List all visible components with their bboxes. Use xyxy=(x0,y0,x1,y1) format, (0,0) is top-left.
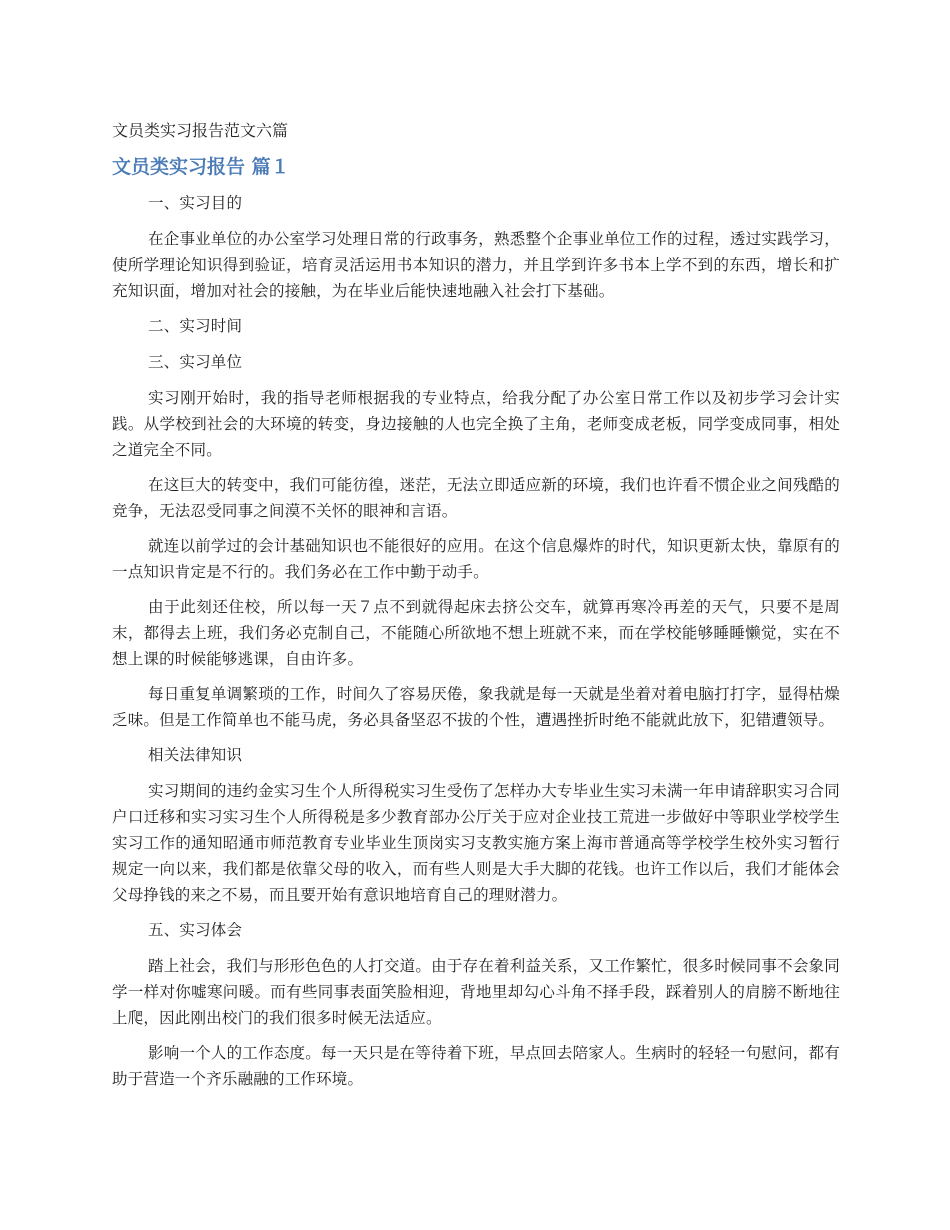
paragraph: 实习刚开始时，我的指导老师根据我的专业特点，给我分配了办公室日常工作以及初步学习会计实践。从学校到社会的大环境的转变，身边接触的人也完全换了主角，老师变成老板，同学变成同事，相处之道完全不同。 xyxy=(112,389,840,459)
paragraph-heading-purpose: 一、实习目的 xyxy=(148,194,243,212)
paragraph: 影响一个人的工作态度。每一天只是在等待着下班，早点回去陪家人。生病时的轻轻一句慰问，都有助于营造一个齐乐融融的工作环境。 xyxy=(112,1044,840,1088)
paragraph: 每日重复单调繁琐的工作，时间久了容易厌倦，象我就是每一天就是坐着对着电脑打打字，显得枯燥乏味。但是工作简单也不能马虎，务必具备坚忍不拔的个性，遭遇挫折时绝不能就此放下，犯错遭领导。 xyxy=(112,685,840,729)
paragraph: 就连以前学过的会计基础知识也不能很好的应用。在这个信息爆炸的时代，知识更新太快，靠原有的一点知识肯定是不行的。我们务必在工作中勤于动手。 xyxy=(112,537,840,581)
document-title: 文员类实习报告范文六篇 xyxy=(112,121,289,140)
section-heading: 文员类实习报告 篇１ xyxy=(112,156,290,178)
paragraph-heading-time: 二、实习时间 xyxy=(148,317,243,335)
paragraph: 在企事业单位的办公室学习处理日常的行政事务，熟悉整个企事业单位工作的过程，透过实践学习，使所学理论知识得到验证，培育灵活运用书本知识的潜力，并且学到许多书本上学不到的东西，增长和扩充知识面，增加对社会的接触，为在毕业后能快速地融入社会打下基础。 xyxy=(112,230,840,300)
paragraph: 实习期间的违约金实习生个人所得税实习生受伤了怎样办大专毕业生实习未满一年申请辞职实习合同户口迁移和实习实习生个人所得税是多少教育部办公厅关于应对企业技工荒进一步做好中等职业学校学生实习工作的通知昭通市师范教育专业毕业生顶岗实习支教实施方案上海市普通高等学校学生校外实习暂行规定一向以来，我们都是依靠父母的收入，而有些人则是大手大脚的花钱。也许工作以后，我们才能体会父母挣钱的来之不易，而且要开始有意识地培育自己的理财潜力。 xyxy=(112,782,840,904)
paragraph-heading-unit: 三、实习单位 xyxy=(148,353,243,371)
document-page xyxy=(112,118,840,1101)
paragraph-heading-experience: 五、实习体会 xyxy=(148,921,243,939)
paragraph: 踏上社会，我们与形形色色的人打交道。由于存在着利益关系，又工作繁忙，很多时候同事不会象同学一样对你嘘寒问暖。而有些同事表面笑脸相迎，背地里却勾心斗角不择手段，踩着别人的肩膀不断地往上爬，因此刚出校门的我们很多时候无法适应。 xyxy=(112,957,840,1027)
paragraph: 由于此刻还住校，所以每一天７点不到就得起床去挤公交车，就算再寒冷再差的天气，只要不是周末，都得去上班，我们务必克制自己，不能随心所欲地不想上班就不来，而在学校能够睡睡懒觉，实在不想上课的时候能够逃课，自由许多。 xyxy=(112,598,840,668)
paragraph-heading-law: 相关法律知识 xyxy=(148,746,243,764)
paragraph: 在这巨大的转变中，我们可能彷徨，迷茫，无法立即适应新的环境，我们也许看不惯企业之间残酷的竞争，无法忍受同事之间漠不关怀的眼神和言语。 xyxy=(112,476,840,520)
